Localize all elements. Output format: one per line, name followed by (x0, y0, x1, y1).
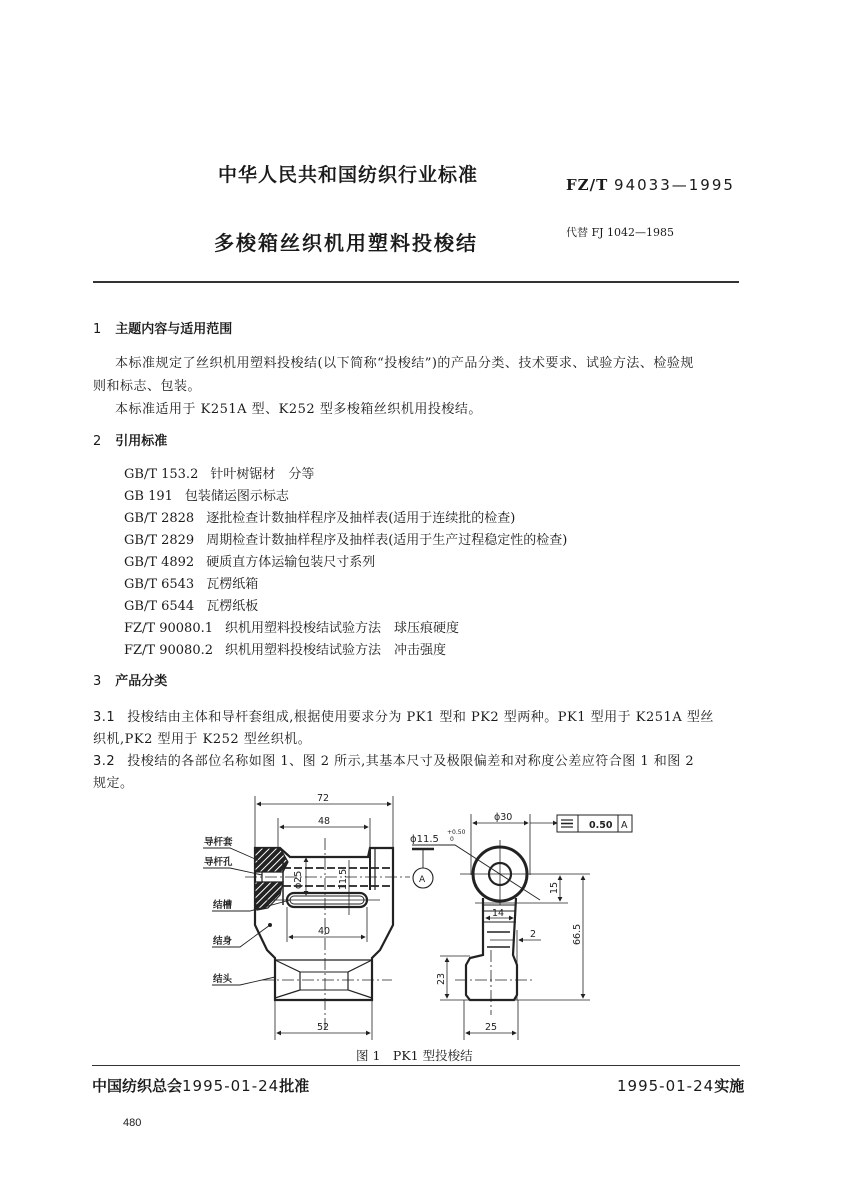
dim-offset: 11.5 (338, 868, 349, 890)
dim-groove: 2 (530, 929, 537, 940)
approval-info (92, 1075, 309, 1096)
section-number: 2 (93, 434, 102, 449)
approve-date: 1995-01-24 (182, 1077, 280, 1095)
dim-upper-width: 48 (318, 816, 331, 827)
tolerance-datum: A (621, 820, 628, 831)
reference-title: 包装储运图示标志 (184, 489, 289, 504)
reference-code: FZ/T 90080.2 (124, 643, 213, 658)
effective-suffix: 实施 (714, 1077, 745, 1095)
dim-total-height: 66.5 (572, 923, 583, 945)
label-guide-hole: 导杆孔 (204, 857, 233, 868)
dim-neck-width: 14 (492, 908, 505, 919)
page-number: 480 (123, 1117, 142, 1129)
reference-title: 硬质直方体运输包装尺寸系列 (206, 555, 376, 570)
footer-divider (92, 1065, 740, 1066)
label-guide-bush: 导杆套 (204, 837, 233, 848)
figure-caption: 图 1 PK1 型投梭结 (356, 1048, 473, 1063)
dim-hole-tol-lower: 0 (450, 836, 454, 843)
tolerance-value: 0.50 (589, 820, 613, 831)
reference-code: GB 191 (124, 489, 173, 504)
clause-text: 投梭结由主体和导杆套组成,根据使用要求分为 PK1 型和 PK2 型两种。PK1 型用于 K251A 型丝 (127, 710, 714, 725)
label-knot-groove: 结槽 (213, 900, 233, 911)
reference-code: GB/T 6544 (124, 599, 195, 614)
reference-code: GB/T 2829 (124, 533, 195, 548)
reference-title: 瓦楞纸箱 (206, 577, 259, 592)
label-knot-head: 结头 (213, 974, 233, 985)
dim-overall-width: 72 (317, 793, 330, 804)
clause-number: 3.2 (93, 754, 116, 769)
replaces-standard: 代替 FJ 1042—1985 (566, 226, 675, 239)
section-1-paragraph-1: 本标准规定了丝织机用塑料投梭结(以下简称“投梭结”)的产品分类、技术要求、试验方法、检验规 (115, 356, 694, 371)
reference-code: FZ/T 90080.1 (124, 621, 213, 636)
front-view (203, 796, 410, 1040)
section-title: 引用标准 (115, 434, 168, 449)
clause-number: 3.1 (93, 710, 116, 725)
reference-title: 针叶树锯材 分等 (210, 467, 315, 482)
organization-title: 中华人民共和国纺织行业标准 (218, 164, 479, 186)
approve-suffix: 批准 (279, 1077, 310, 1095)
clause-3-2-cont: 规定。 (93, 776, 134, 791)
reference-code: GB/T 153.2 (124, 467, 199, 482)
dim-head-height: 23 (436, 972, 447, 985)
dim-hole-diameter: ϕ11.5 (410, 834, 439, 845)
approver: 中国纺织总会 (92, 1077, 183, 1095)
dim-ring-diameter: ϕ30 (494, 812, 513, 823)
datum-a-label: A (419, 875, 426, 885)
reference-code: GB/T 2828 (124, 511, 195, 526)
section-title: 主题内容与适用范围 (115, 322, 233, 337)
section-title: 产品分类 (115, 674, 168, 689)
dim-slot-width: 40 (318, 926, 331, 937)
document-title: 多梭箱丝织机用塑料投梭结 (214, 231, 478, 255)
reference-code: GB/T 4892 (124, 555, 195, 570)
section-1-paragraph-2: 本标准适用于 K251A 型、K252 型多梭箱丝织机用投梭结。 (115, 402, 482, 417)
reference-title: 瓦楞纸板 (206, 599, 259, 614)
section-number: 3 (93, 674, 102, 689)
clause-text: 投梭结的各部位名称如图 1、图 2 所示,其基本尺寸及极限偏差和对称度公差应符合图 1 和图 2 (127, 754, 695, 769)
dim-bore-diameter: ϕ25 (293, 870, 304, 889)
dim-ring-to-neck: 15 (549, 881, 560, 894)
effective-info (617, 1075, 744, 1096)
section-1-paragraph-1-cont: 则和标志、包装。 (93, 379, 202, 394)
standard-code-prefix: FZ/T (566, 176, 609, 194)
reference-title: 织机用塑料投梭结试验方法 冲击强度 (225, 643, 447, 658)
reference-code: GB/T 6543 (124, 577, 195, 592)
effective-date: 1995-01-24 (617, 1077, 715, 1095)
reference-title: 织机用塑料投梭结试验方法 球压痕硬度 (225, 621, 460, 636)
dim-hole-tol-upper: +0.50 (447, 829, 466, 836)
side-view (412, 814, 632, 1040)
reference-title: 逐批检查计数抽样程序及抽样表(适用于连续批的检查) (206, 511, 516, 526)
clause-3-1-cont: 织机,PK2 型用于 K252 型丝织机。 (93, 732, 312, 747)
section-number: 1 (93, 322, 102, 337)
part-labels (204, 836, 233, 985)
label-knot-body: 结身 (213, 936, 233, 947)
standard-code-number: 94033—1995 (614, 176, 735, 194)
reference-title: 周期检查计数抽样程序及抽样表(适用于生产过程稳定性的检查) (206, 533, 568, 548)
dim-head-width-side: 25 (485, 1022, 498, 1033)
dim-head-width: 52 (317, 1022, 330, 1033)
